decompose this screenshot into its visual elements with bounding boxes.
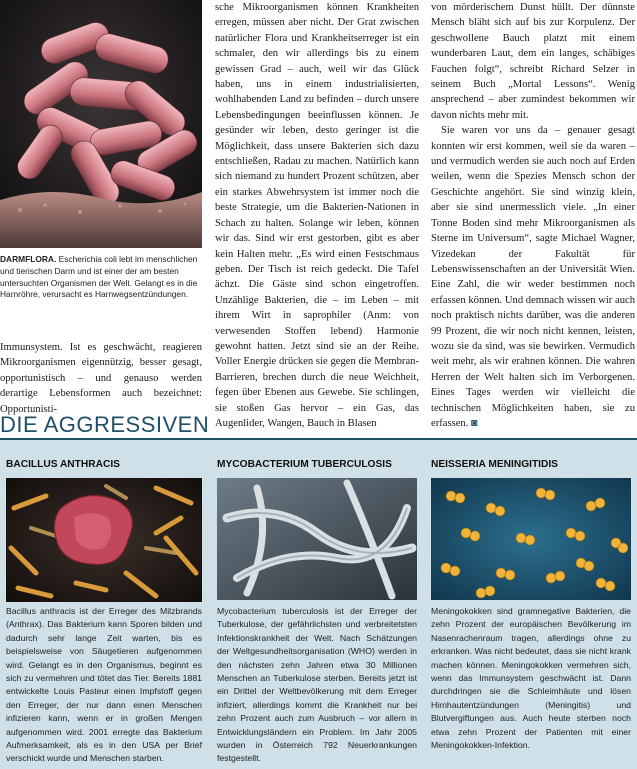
tuberculosis-micrograph-icon	[217, 478, 417, 600]
article-column-2	[215, 0, 419, 431]
column3-paragraph-2-text: Sie waren vor uns da – genauer gesagt konnten wir erst kommen, weil sie da waren – und vermudich werden sie auch noch auf Erden weilen, wenn die Spezies Mensch schon der Geschichte angehört. Sie sind winzig klein, aber sie sind unermesslich viele. „In einer Tonne Boden sind mehr Mikroorganismen als Sterne im Universum“, sagte Michael Wagner, Vizedekan der Fakultät für Lebenswissenschaften an der Universität Wien. Eine Zahl, die wir weder bestimmen noch erfassen können. Und demnach wissen wir auch noch praktisch nichts darüber, was die anderen 99 Prozent, die wir noch nicht kennen, leisten, wozu sie da sind, was sie bewirken. Vermudich weit mehr, als wir erahnen können. Die wahren Herren der Welt halten sich im Verborgenen. Eines Tages werden wir vielleicht die technischen Möglichkeiten haben, sie zu erfassen.	[431, 125, 635, 429]
image-caption	[0, 254, 202, 301]
article-column-1	[0, 340, 202, 417]
tuberculosis-image	[217, 478, 417, 600]
column3-paragraph-2	[431, 123, 635, 431]
bacteria-text-meningitidis: Meningokokken sind gramnegative Bakterien, die zehn Prozent der europäischen Bevölkerung im Nasenrachenraum tragen, allerdings ohne zu erkranken. Was nicht bedeutet, dass sie nicht krank machen können. Meningokokken vermehren sich, wenn das Immunsystem geschwächt ist. Dann durchdringen sie die Schleimhäute und lösen Hirnhautentzündungen (Meningitis) und Blutvergiftungen aus. Auch heute sterben noch etwa zehn Prozent der Patienten mit einer Meningokokken-Infektion.	[431, 606, 631, 751]
column1-paragraph-1: Immunsystem. Ist es geschwächt, reagieren Mikroorganismen eigennützig, besser gesagt, opportunistisch – und genauso werden derartige Lebensformen auch bezeichnet: Opportunisti-	[0, 342, 202, 415]
anthrax-micrograph-icon	[6, 478, 202, 602]
anthracis-image	[6, 478, 202, 602]
bacteria-text-anthracis: Bacillus anthracis ist der Erreger des Milzbrands (Anthrax). Das Bakterium kann Sporen bilden und dadurch sehr lange Zeit warten, bis es beispielsweise von Säugetieren aufgenommen wird. Gelangt es in den Organismus, beginnt es sich zu vermehren und tötet das Tier. Bereits 1881 entwickelte Louis Pasteur einen Impfstoff gegen den Erreger, der nur dann einen Menschen infizieren kann, wenn er in großen Mengen aufgenommen wird. 2001 erregte das Bakterium Aufmerksamkeit, als es in den USA per Brief verschickt wurde und Menschen starben.	[6, 606, 202, 764]
column2-paragraph-1: sche Mikroorganismen können Krankheiten erregen, müssen aber nicht. Der Grat zwischen natürlicher Flora und Krankheitserreger ist ein schmaler, den wir allerdings bis zu einem gewissen Grad – auch, weil wir das Glück haben, uns in einem industrialisierten, wohlhabenden Land zu befinden – durch unsere Lebensbedingungen beeinflussen können. Je gesünder wir leben, desto geringer ist die Möglichkeit, dass unsere Bakterien sich dazu entschließen, Radau zu machen. Natürlich kann sich niemand zu hundert Prozent schützen, aber ein starkes Abwehrsystem ist immer noch die beste Strategie, um die Bakterien-Nationen in Schach zu halten. Solange wir leben, können wir das. Sind wir erst gestorben, gibt es aber kein Halten mehr. „Es wird einen Festschmaus geben. Der Tisch ist reich gedeckt. Die Tafel ächzt. Die Gäste sind schon eingetroffen. Unzählige Bakterien, die – im Leben – mit ihrem Wirt in saprophiler (Anm: von verwesenden Stoffen lebend) Harmonie gewohnt hatten. Jetzt sind sie an der Reihe. Voller Energie drücken sie gegen die Membran-Barrieren, brechen durch die neue Weichheit, fegen über Ebenen aus Gewebe. Sie schlingen, sie stoßen Gas hervor – ein Gas, das Augenlider, Wangen, Bauch in Blasen	[215, 2, 419, 429]
bacteria-text-tuberculosis: Mycobacterium tuberculosis ist der Erreger der Tuberkulose, der gefährlichsten und verbreitetsten Infektionskrankheit der Welt. Nach Schätzungen der Weltgesundheitsorganisation (WHO) werden in den nächsten zehn Jahren etwa 30 Millionen Menschen an Tuberkulose sterben. Bereits jetzt ist ein Drittel der Weltbevölkerung mit dem Erreger infiziert, allerdings kommt die Krankheit nur bei zehn Prozent auch zum Ausbruch – vor allem in Entwicklungsländern ein Problem. Im Jahr 2005 wurden in Österreich 792 Neuerkrankungen festgestellt.	[217, 606, 417, 764]
article-column-3	[431, 0, 635, 431]
section-title: DIE AGGRESSIVEN	[0, 412, 210, 437]
bacteria-title-anthracis: BACILLUS ANTHRACIS	[6, 459, 120, 470]
meningococci-micrograph-icon	[431, 478, 631, 600]
caption-text: Escherichia coli lebt im menschlichen und tierischen Darm und ist einer der am besten untersuchten Organismen der Welt. Gelangt es in die Harnröhre, verursacht es Harnwegsentzündungen.	[0, 254, 198, 300]
e-coli-micrograph-icon	[0, 0, 202, 248]
bacteria-title-meningitidis: NEISSERIA MENINGITIDIS	[431, 459, 558, 470]
e-coli-image	[0, 0, 202, 248]
end-mark-icon: ◙	[471, 417, 478, 429]
meningitidis-image	[431, 478, 631, 600]
bacteria-title-tuberculosis: MYCOBACTERIUM TUBERCULOSIS	[217, 459, 392, 470]
caption-label: DARMFLORA.	[0, 254, 57, 264]
column3-paragraph-1: von mörderischem Dunst hüllt. Der dünnste Mensch bläht sich auf bis zur Korpulenz. Der geschwollene Bauch platzt mit einem wunderbaren Laut, dem ein langes, schäbiges Fauchen folgt“, schreibt Richard Selzer in seinem Buch „Mortal Lessons“. Wenig ansprechend – aber zumindest bekommen wir davon nichts mehr mit.	[431, 2, 635, 121]
